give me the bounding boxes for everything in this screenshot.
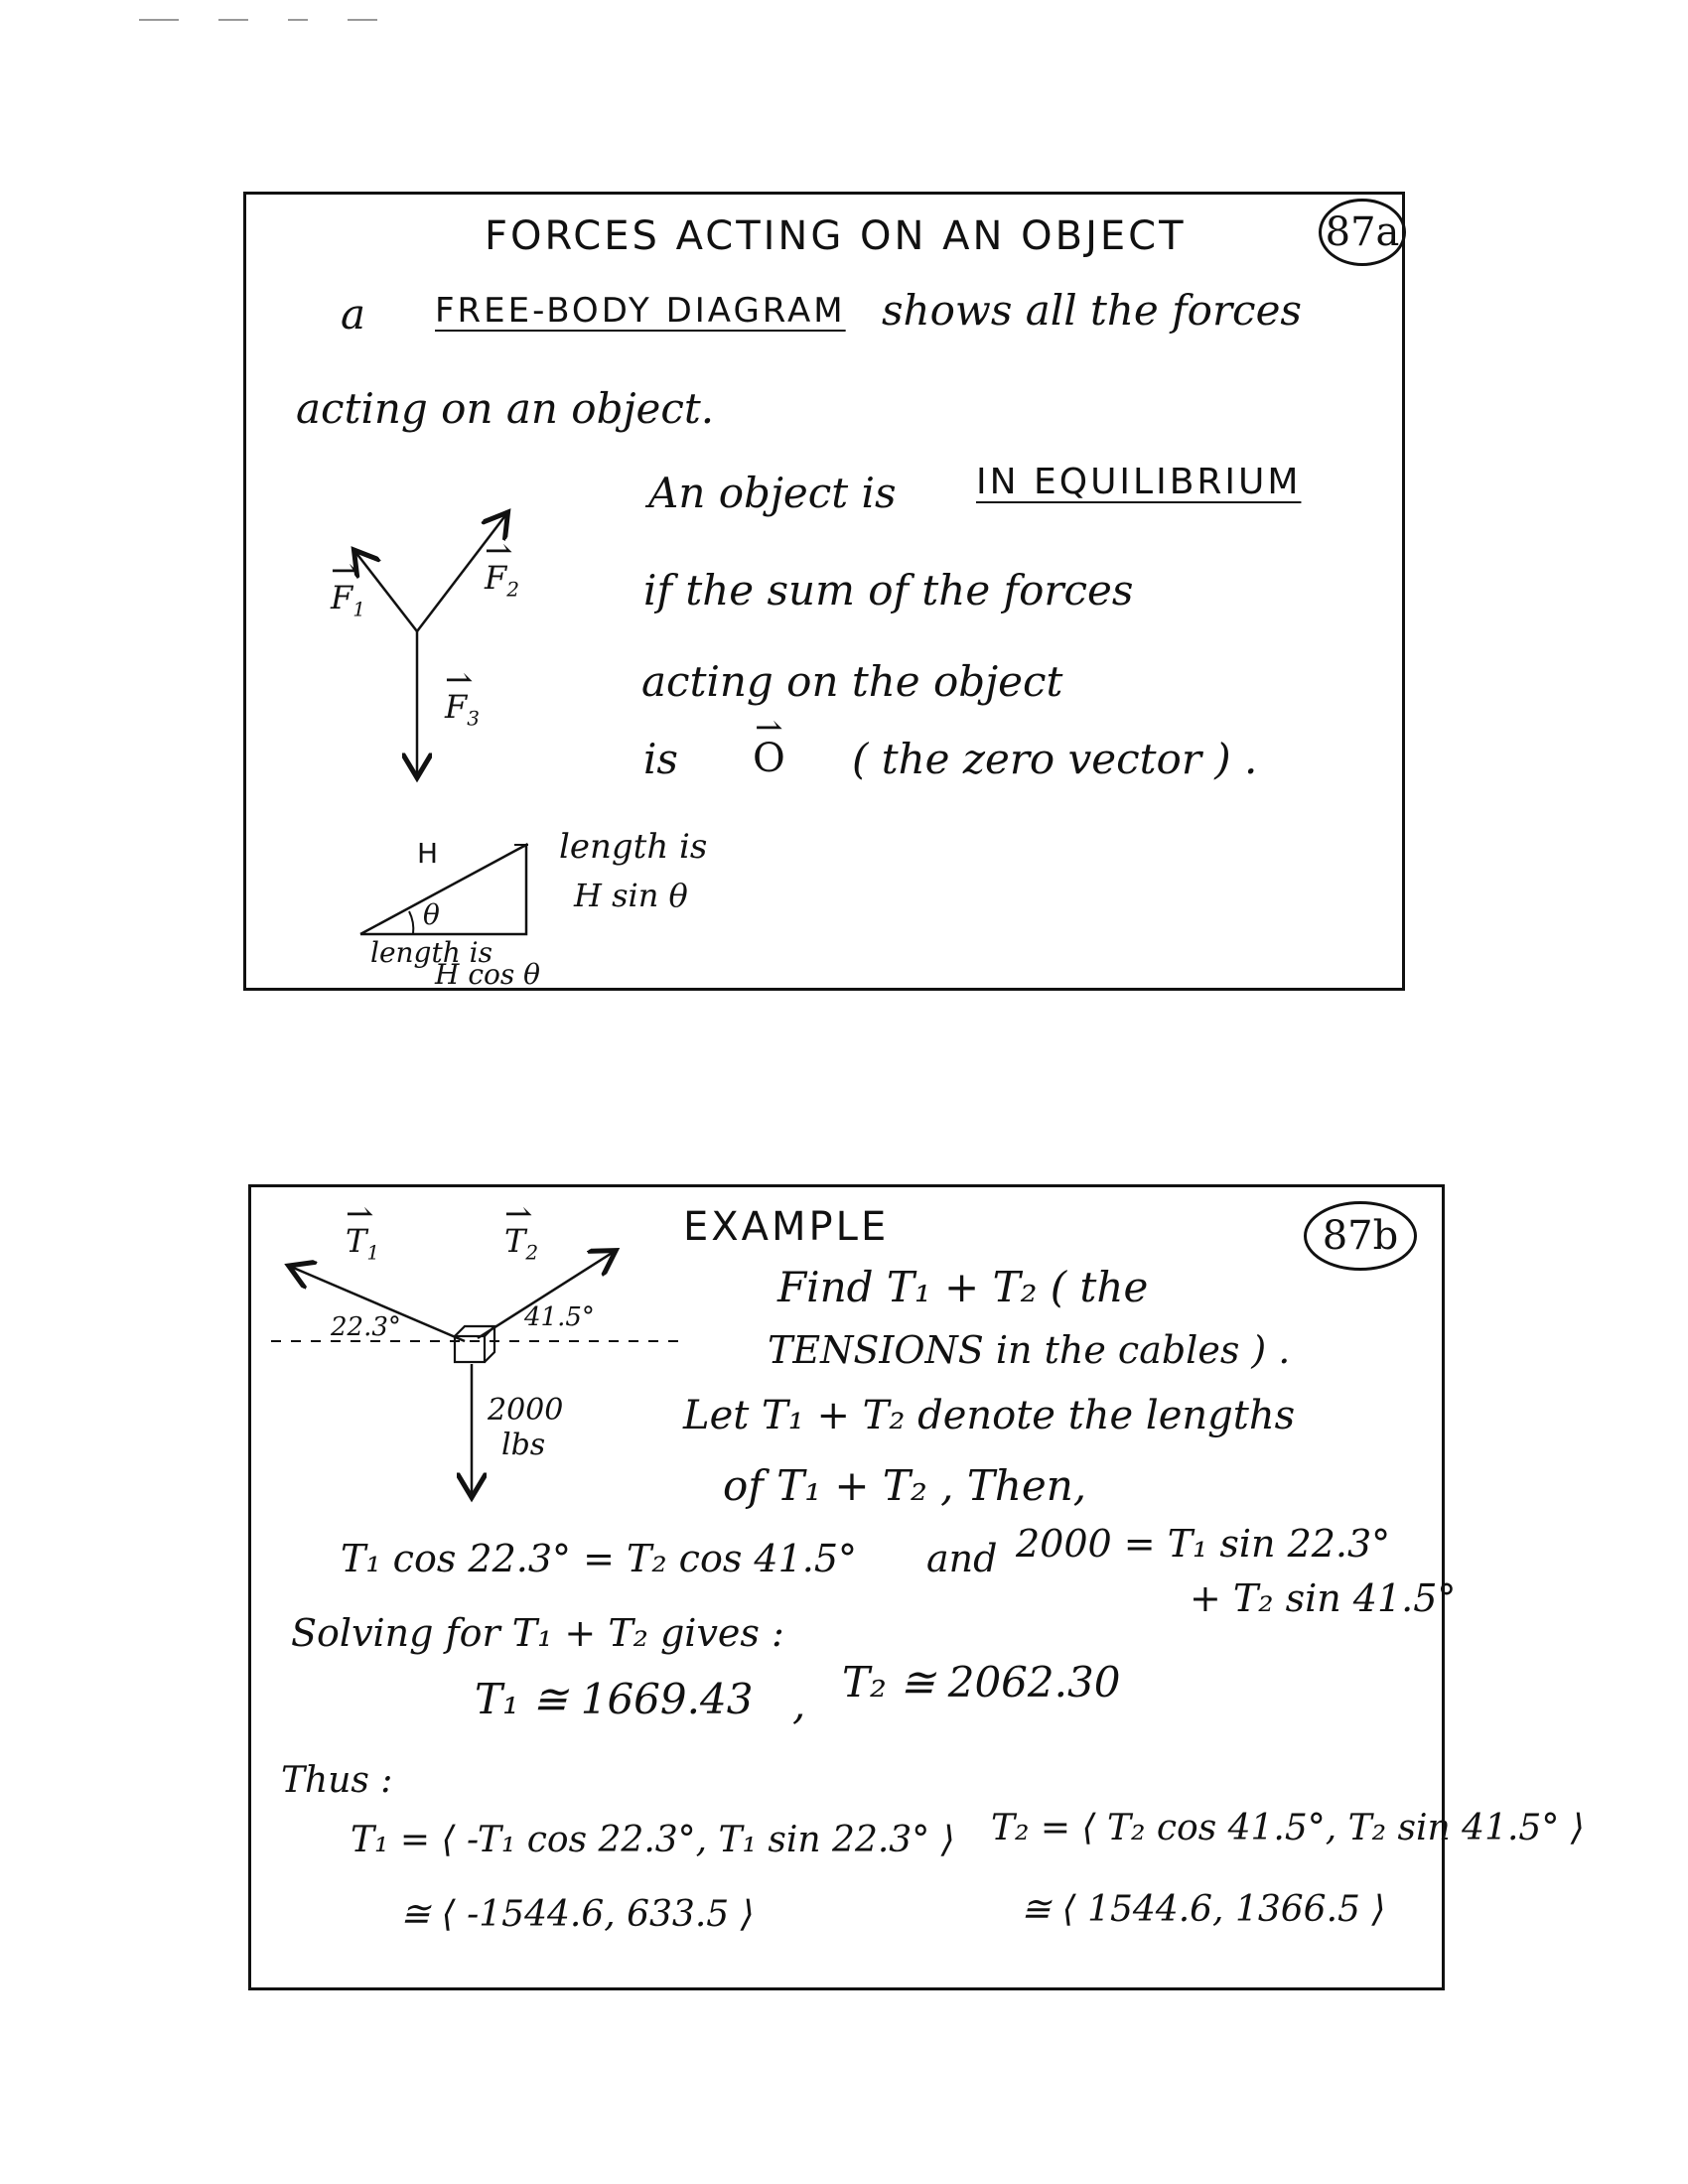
f3-label: ⇀ $F_3$ — [445, 691, 480, 728]
solution-t2: T₂ ≅ 2062.30 — [842, 1658, 1121, 1706]
thus-label: Thus : — [281, 1760, 393, 1801]
t1-diagram-label: ⇀ $T_1$ — [346, 1225, 379, 1262]
horizontal-length-label-2: H cos θ — [435, 958, 540, 991]
solution-separator: , — [792, 1680, 806, 1728]
f1-label: ⇀ $F_1$ — [331, 582, 365, 618]
solving-text: Solving for T₁ + T₂ gives : — [291, 1611, 784, 1655]
let-line-1: Let T₁ + T₂ denote the lengths — [683, 1393, 1296, 1438]
intro-article: a — [341, 290, 366, 339]
equation-vertical-1: 2000 = T₁ sin 22.3° — [1016, 1522, 1391, 1566]
equilibrium-text-3: acting on the object — [641, 657, 1063, 706]
scan-artifact — [139, 6, 616, 12]
intro-text-1: shows all the forces — [882, 286, 1302, 335]
hanging-box — [455, 1326, 494, 1362]
t2-vector-formula: T₂ = ⟨ T₂ cos 41.5°, T₂ sin 41.5° ⟩ — [991, 1808, 1585, 1848]
weight-value: 2000 — [488, 1393, 564, 1428]
theta-label: θ — [423, 898, 440, 931]
example-heading: EXAMPLE — [683, 1204, 890, 1250]
slide-title: FORCES ACTING ON AN OBJECT — [485, 213, 1187, 259]
force-diagram — [246, 195, 1408, 994]
slide-87a — [243, 192, 1405, 991]
equilibrium-term: IN EQUILIBRIUM — [976, 462, 1302, 502]
horizontal-length-label-1: length is — [370, 936, 492, 969]
intro-text-2: acting on an object. — [296, 384, 715, 433]
find-line-2: TENSIONS in the cables ) . — [768, 1328, 1291, 1372]
angle-2-label: 41.5° — [524, 1302, 595, 1332]
hypotenuse-label: H — [417, 837, 442, 870]
vertical-length-label-2: H sin θ — [574, 877, 688, 914]
t1-vector-formula: T₁ = ⟨ -T₁ cos 22.3°, T₁ sin 22.3° ⟩ — [351, 1820, 955, 1860]
angle-1-label: 22.3° — [331, 1312, 401, 1342]
t2-diagram-label: ⇀ $T_2$ — [504, 1225, 538, 1262]
slide-87b — [248, 1184, 1585, 1990]
vertical-length-label-1: length is — [559, 827, 708, 867]
equation-vertical-2: + T₂ sin 41.5° — [1190, 1576, 1457, 1620]
equation-horizontal: T₁ cos 22.3° = T₂ cos 41.5° — [341, 1537, 858, 1580]
equilibrium-text-1: An object is — [648, 469, 897, 517]
equilibrium-text-is: is — [643, 735, 678, 783]
triangle — [360, 845, 526, 934]
weight-unit: lbs — [501, 1428, 546, 1462]
find-line-1: Find T₁ + T₂ ( the — [777, 1263, 1149, 1311]
fbd-term: FREE-BODY DIAGRAM — [435, 291, 846, 331]
f2-label: ⇀ $F_2$ — [485, 562, 519, 599]
t2-vector-approx: ≅ ⟨ 1544.6, 1366.5 ⟩ — [1021, 1889, 1386, 1930]
equilibrium-text-2: if the sum of the forces — [643, 566, 1134, 614]
let-line-2: of T₁ + T₂ , Then, — [723, 1461, 1087, 1510]
equilibrium-text-4: ( the zero vector ) . — [852, 735, 1258, 783]
solution-t1: T₁ ≅ 1669.43 — [475, 1675, 754, 1723]
page-badge: 87a — [1319, 199, 1406, 266]
page-badge: 87b — [1304, 1201, 1417, 1271]
t1-vector-approx: ≅ ⟨ -1544.6, 633.5 ⟩ — [400, 1894, 755, 1935]
zero-vector: ⇀ O — [753, 739, 785, 778]
equation-and: and — [926, 1537, 998, 1580]
